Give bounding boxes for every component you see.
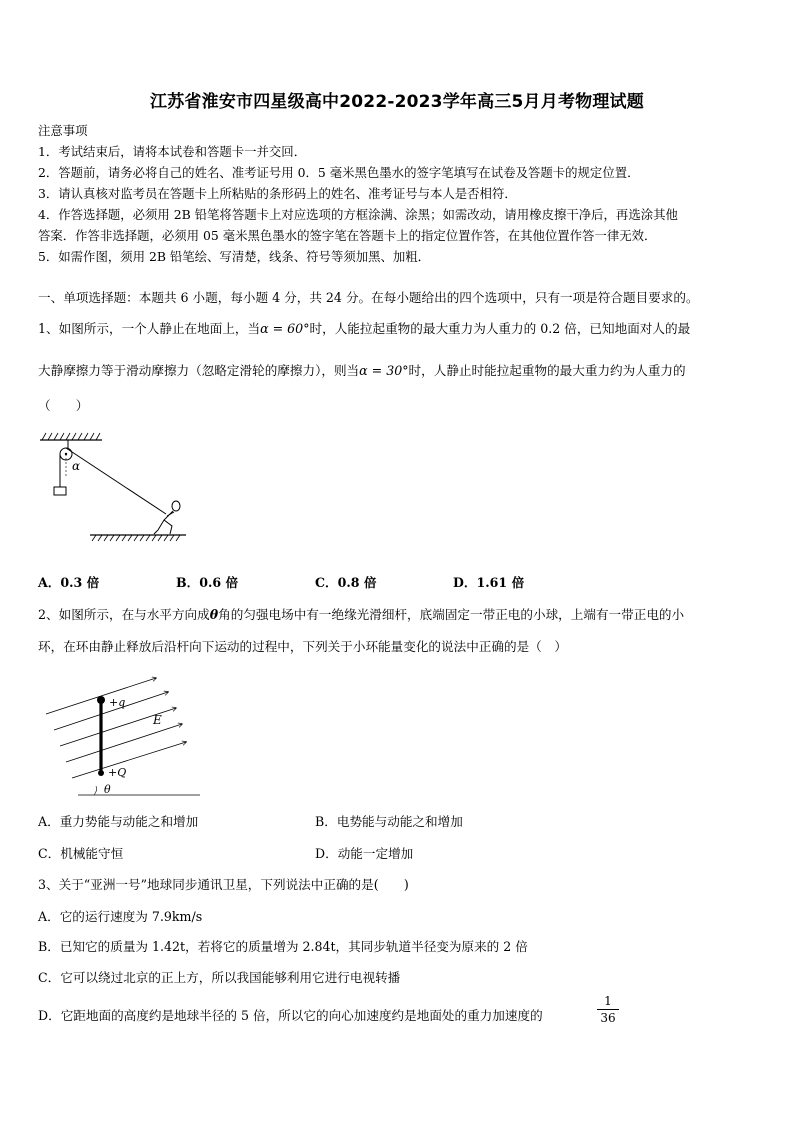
q1-stem-line2 — [38, 360, 686, 379]
E-label: E — [153, 713, 162, 727]
notice-item-3: 3．请认真核对监考员在答题卡上所粘贴的条形码上的姓名、准考证号与本人是否相符． — [38, 186, 517, 201]
fraction-numerator: 1 — [604, 994, 612, 1008]
q2-option-a: A．重力势能与动能之和增加 — [38, 814, 199, 829]
q1-alpha30: α = 30° — [359, 363, 409, 378]
q1-text-b: 时，人能拉起重物的最大重力为人重力的 0.2 倍，已知地面对人的最 — [309, 321, 691, 336]
charged-ring — [97, 696, 105, 704]
q-label: +q — [109, 696, 126, 709]
q3-fraction — [597, 994, 619, 1025]
notice-heading: 注意事项 — [38, 123, 88, 138]
q1-option-c: C．0.8 倍 — [315, 575, 377, 590]
person-figure — [154, 501, 180, 534]
q1-alpha60: α = 60° — [260, 321, 310, 336]
theta-label: θ — [104, 783, 111, 796]
q1-text-c: 大静摩擦力等于滑动摩擦力（忽略定滑轮的摩擦力），则当 — [38, 363, 360, 378]
notice-item-5: 5．如需作图，须用 2B 铅笔绘、写清楚，线条、符号等须加黑、加粗． — [38, 249, 431, 264]
q3-option-a: A．它的运行速度为 7.9km/s — [38, 909, 203, 924]
alpha-label: α — [72, 459, 81, 473]
q2-option-c: C．机械能守恒 — [38, 846, 124, 861]
fraction-denominator: 36 — [600, 1011, 616, 1025]
hanging-weight — [54, 487, 66, 495]
q2-text-b: 角的匀强电场中有一绝缘光滑细杆，底端固定一带正电的小球，上端有一带正电的小 — [218, 607, 685, 622]
q1-option-a: A．0.3 倍 — [38, 575, 100, 590]
theta-arc — [94, 786, 97, 795]
q1-option-d: D．1.61 倍 — [453, 575, 525, 590]
field-lines — [46, 678, 186, 778]
q2-option-b: B．电势能与动能之和增加 — [315, 814, 463, 829]
fraction-bar — [597, 1009, 619, 1010]
ceiling-hatch — [42, 433, 100, 440]
q3-stem: 3、关于“亚洲一号”地球同步通讯卫星，下列说法中正确的是( ) — [38, 877, 409, 892]
q1-text-d: 时，人静止时能拉起重物的最大重力约为人重力的 — [408, 363, 686, 378]
q3-option-d: D．它距地面的高度约是地球半径的 5 倍，所以它的向心加速度约是地面处的重力加速度的 — [38, 1008, 543, 1023]
q2-text-a: 2、如图所示，在与水平方向成 — [38, 607, 210, 622]
notice-item-4: 4．作答选择题，必须用 2B 铅笔将答题卡上对应选项的方框涂满、涂黑；如需改动，请用橡皮擦干净后，再选涂其他 — [38, 207, 678, 222]
q2-stem-line2: 环，在环由静止释放后沿杆向下运动的过程中，下列关于小环能量变化的说法中正确的是（ ） — [38, 639, 567, 654]
page-title: 江苏省淮安市四星级高中2022-2023学年高三5月月考物理试题 — [150, 92, 644, 112]
q2-option-d: D．动能一定增加 — [315, 846, 414, 861]
section-heading: 一、单项选择题：本题共 6 小题，每小题 4 分，共 24 分。在每小题给出的四个选项中，只有一项是符合题目要求的。 — [38, 290, 699, 305]
q1-option-b: B．0.6 倍 — [176, 575, 239, 590]
charged-ball — [98, 770, 104, 776]
q2-stem-line1 — [38, 604, 684, 623]
notice-item-2: 2．答题前，请务必将自己的姓名、准考证号用 0．5 毫米黑色墨水的签字笔填写在试卷及答题卡的规定位置． — [38, 165, 640, 180]
notice-item-1: 1．考试结束后，请将本试卷和答题卡一并交回． — [38, 144, 307, 159]
ground-hatch — [92, 535, 180, 541]
q1-pulley-figure — [36, 430, 196, 545]
q1-answer-paren: （ ） — [38, 398, 89, 413]
q3-option-c: C．它可以绕过北京的正上方，所以我国能够利用它进行电视转播 — [38, 970, 401, 985]
rope-slanted — [66, 448, 166, 514]
q2-theta: θ — [209, 607, 219, 622]
q1-stem-line1 — [38, 318, 690, 337]
q3-option-b: B．已知它的质量为 1.42t，若将它的质量增为 2.84t，其同步轨道半径变为原来的 2 倍 — [38, 939, 528, 954]
notice-item-4-cont: 答案．作答非选择题，必须用 05 毫米黑色墨水的签字笔在答题卡上的指定位置作答，在其他位置作答一律无效． — [38, 228, 657, 243]
Q-label: +Q — [108, 766, 127, 779]
q2-field-figure — [38, 672, 213, 800]
q1-text-a: 1、如图所示，一个人静止在地面上，当 — [38, 321, 261, 336]
